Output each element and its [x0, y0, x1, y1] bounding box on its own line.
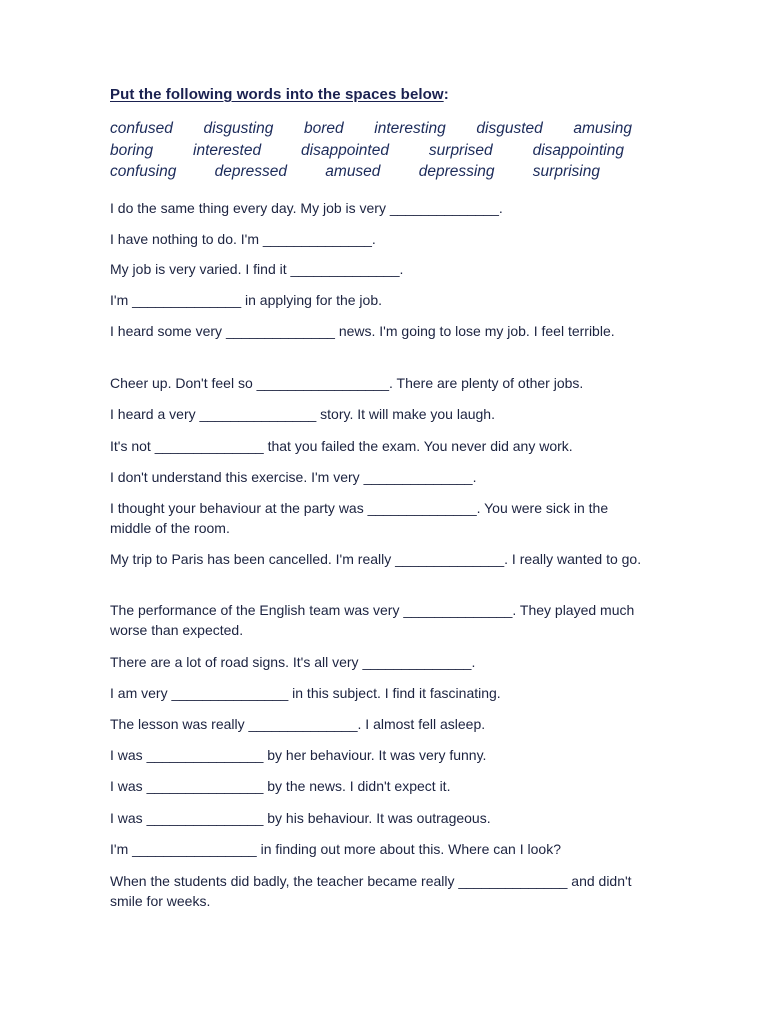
exercise-sentence: I was _______________ by her behaviour. It was very funny.	[110, 747, 487, 763]
exercise-sentence: I was _______________ by his behaviour. It was outrageous.	[110, 810, 491, 826]
instruction-text: Put the following words into the spaces below	[110, 86, 444, 103]
exercise-sentence: I heard some very ______________ news. I'm going to lose my job. I feel terrible.	[110, 323, 615, 339]
instruction-heading	[110, 86, 449, 103]
exercise-sentence: When the students did badly, the teacher became really ______________ and didn't smile for weeks.	[110, 873, 632, 909]
exercise-sentence: I thought your behaviour at the party was ______________. You were sick in the middle of the room.	[110, 500, 609, 536]
word-bank-item: surprising	[532, 163, 600, 180]
word-bank-item: interesting	[374, 120, 446, 137]
word-bank-item: boring	[110, 142, 154, 159]
word-bank-item: disgusted	[476, 120, 543, 137]
exercise-sentence: I am very _______________ in this subject. I find it fascinating.	[110, 685, 501, 701]
word-bank-row-1	[110, 120, 632, 138]
exercise-sentence: There are a lot of road signs. It's all very ______________.	[110, 654, 476, 670]
word-bank-item: amused	[325, 163, 381, 180]
exercise-sentence: My trip to Paris has been cancelled. I'm really ______________. I really wanted to go.	[110, 551, 642, 567]
exercise-sentence: Cheer up. Don't feel so _________________. There are plenty of other jobs.	[110, 375, 584, 391]
exercise-sentence: I'm ________________ in finding out more about this. Where can I look?	[110, 841, 561, 857]
word-bank-item: depressed	[214, 163, 288, 180]
word-bank-item: surprised	[428, 142, 493, 159]
word-bank-item: depressing	[418, 163, 495, 180]
word-bank-item: amusing	[573, 120, 632, 137]
word-bank-item: disappointing	[532, 142, 624, 159]
word-bank-item: disgusting	[203, 120, 274, 137]
instruction-colon: :	[443, 86, 449, 103]
exercise-sentence: I have nothing to do. I'm ______________.	[110, 231, 376, 247]
exercise-sentence: My job is very varied. I find it ______________.	[110, 261, 404, 277]
word-bank-row-3	[110, 163, 600, 181]
exercise-sentence: It's not ______________ that you failed the exam. You never did any work.	[110, 438, 573, 454]
word-bank-item: confused	[110, 120, 173, 137]
exercise-sentence: I do the same thing every day. My job is very ______________.	[110, 200, 503, 216]
word-bank-item: bored	[303, 120, 344, 137]
exercise-sentence: The performance of the English team was very ______________. They played much worse than expected.	[110, 602, 635, 638]
exercise-sentence: I heard a very _______________ story. It will make you laugh.	[110, 406, 495, 422]
word-bank-item: confusing	[110, 163, 177, 180]
exercise-sentence: I'm ______________ in applying for the job.	[110, 292, 382, 308]
exercise-sentence: The lesson was really ______________. I almost fell asleep.	[110, 716, 486, 732]
exercise-sentence: I don't understand this exercise. I'm very ______________.	[110, 469, 477, 485]
word-bank-item: interested	[193, 142, 262, 159]
word-bank-item: disappointed	[301, 142, 389, 159]
exercise-sentence: I was _______________ by the news. I didn't expect it.	[110, 778, 451, 794]
word-bank-row-2	[110, 142, 624, 160]
